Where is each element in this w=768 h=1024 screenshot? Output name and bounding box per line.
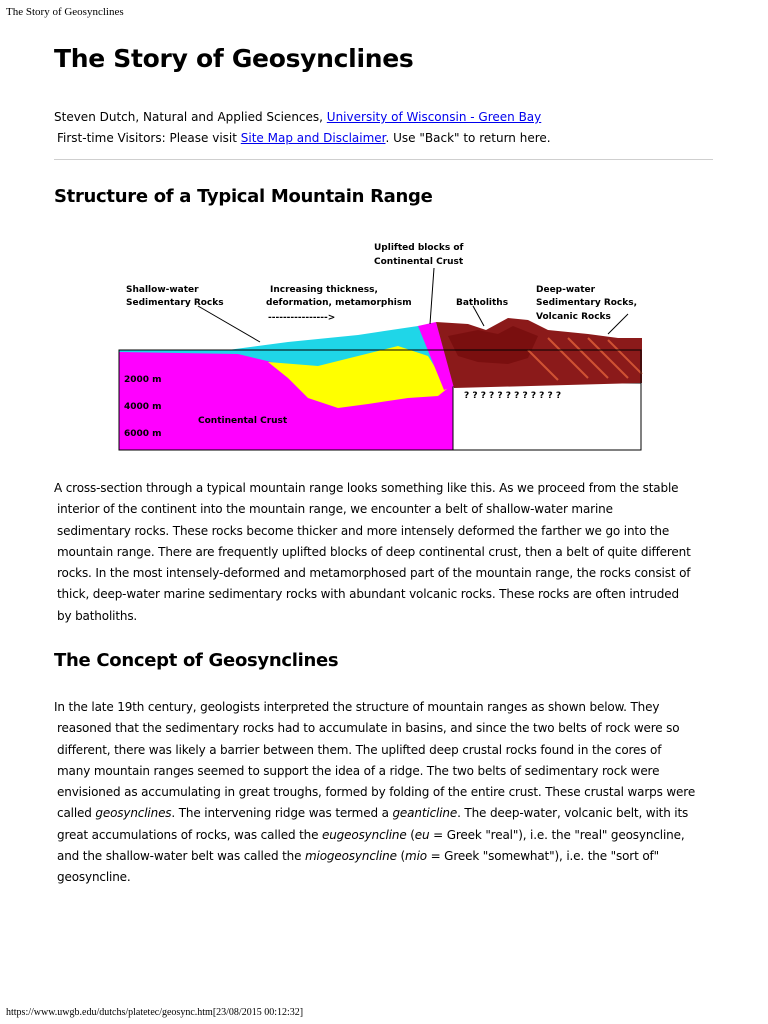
label-uplifted-2: Continental Crust [374, 257, 464, 267]
concept-text: . The deep-water, volcanic belt, with its [457, 806, 689, 821]
structure-line: by batholiths. [57, 608, 138, 623]
concept-line: envisioned as accumulating in great troughs, formed by folding of the entire crust. These crustal warps were [57, 785, 696, 800]
label-batholiths: Batholiths [456, 298, 509, 308]
label-deep-3: Volcanic Rocks [536, 312, 611, 322]
label-deep-1: Deep-water [536, 285, 596, 295]
concept-text: . The intervening ridge was termed a [171, 806, 393, 821]
concept-line: reasoned that the sedimentary rocks had to accumulate in basins, and since the two belts of rock were so [57, 721, 680, 736]
term-geosynclines: geosynclines [95, 806, 172, 821]
sitemap-link[interactable]: Site Map and Disclaimer [240, 131, 386, 145]
label-increasing-2: deformation, metamorphism [266, 298, 412, 308]
mountain-range-diagram [118, 238, 644, 452]
label-deep-2: Sedimentary Rocks, [536, 298, 638, 308]
concept-line: In the late 19th century, geologists interpreted the structure of mountain ranges as shown below. They [54, 700, 660, 714]
byline [54, 107, 551, 149]
visitors-line [54, 128, 551, 149]
label-depth-2000: 2000 m [124, 375, 162, 385]
concept-text: = Greek "somewhat"), i.e. the "sort of" [426, 849, 659, 864]
author-text: Steven Dutch, Natural and Applied Sciences, [54, 110, 327, 124]
label-shallow-1: Shallow-water [126, 285, 199, 295]
concept-text: ( [396, 849, 406, 864]
structure-line: sedimentary rocks. These rocks become thicker and more intensely deformed the farther we go into the [57, 523, 670, 538]
concept-line: different, there was likely a barrier between them. The uplifted deep crustal rocks found in the cores of [57, 742, 662, 757]
label-depth-6000: 6000 m [124, 429, 162, 439]
concept-text: and the shallow-water belt was called the [57, 849, 305, 864]
concept-text: great accumulations of rocks, was called the [57, 827, 322, 842]
print-footer: https://www.uwgb.edu/dutchs/platetec/geosync.htm[23/08/2015 00:12:32] [6, 1007, 304, 1018]
label-shallow-2: Sedimentary Rocks [126, 298, 224, 308]
term-eu: eu [414, 827, 430, 842]
print-header: The Story of Geosynclines [6, 6, 124, 18]
university-link[interactable]: University of Wisconsin - Green Bay [326, 110, 542, 124]
visitors-suffix: . Use "Back" to return here. [385, 131, 551, 145]
concept-text: = Greek "real"), i.e. the "real" geosyncline, [429, 827, 685, 842]
label-uplifted-1: Uplifted blocks of [374, 243, 464, 253]
concept-text: ( [406, 827, 415, 842]
term-mio: mio [405, 849, 427, 864]
author-line [54, 107, 551, 128]
structure-paragraph [54, 478, 724, 627]
structure-line: A cross-section through a typical mountain range looks something like this. As we proceed from the stable [54, 481, 679, 495]
concept-text: called [57, 806, 96, 821]
visitors-text: First-time Visitors: Please visit [57, 131, 241, 145]
page-title: The Story of Geosynclines [54, 44, 414, 73]
structure-line: interior of the continent into the mountain range, we encounter a belt of shallow-water marine [57, 502, 613, 517]
term-geanticline: geanticline [392, 806, 458, 821]
label-increasing-1: Increasing thickness, [270, 285, 378, 295]
concept-line [54, 803, 724, 824]
concept-line: many mountain ranges seemed to support the idea of a ridge. The two belts of sedimentary rock were [57, 763, 660, 778]
term-miogeosyncline: miogeosyncline [305, 849, 397, 864]
label-depth-4000: 4000 m [124, 402, 162, 412]
label-continental-crust: Continental Crust [198, 416, 288, 426]
structure-line: rocks. In the most intensely-deformed and metamorphosed part of the mountain range, the rocks consist of [57, 566, 691, 581]
structure-line: thick, deep-water marine sedimentary rocks with abundant volcanic rocks. These rocks are often intruded [57, 587, 679, 602]
concept-line: geosyncline. [57, 870, 131, 885]
concept-paragraph [54, 697, 724, 889]
label-arrow: ----------------> [268, 313, 336, 323]
section-heading-concept: The Concept of Geosynclines [54, 650, 339, 671]
term-eugeosyncline: eugeosyncline [321, 827, 407, 842]
divider [54, 159, 713, 160]
structure-line: mountain range. There are frequently uplifted blocks of deep continental crust, then a belt of quite different [57, 544, 691, 559]
concept-line [54, 846, 724, 867]
section-heading-structure: Structure of a Typical Mountain Range [54, 186, 433, 207]
concept-line [54, 825, 724, 846]
label-question-marks: ? ? ? ? ? ? ? ? ? ? ? ? [464, 391, 562, 401]
